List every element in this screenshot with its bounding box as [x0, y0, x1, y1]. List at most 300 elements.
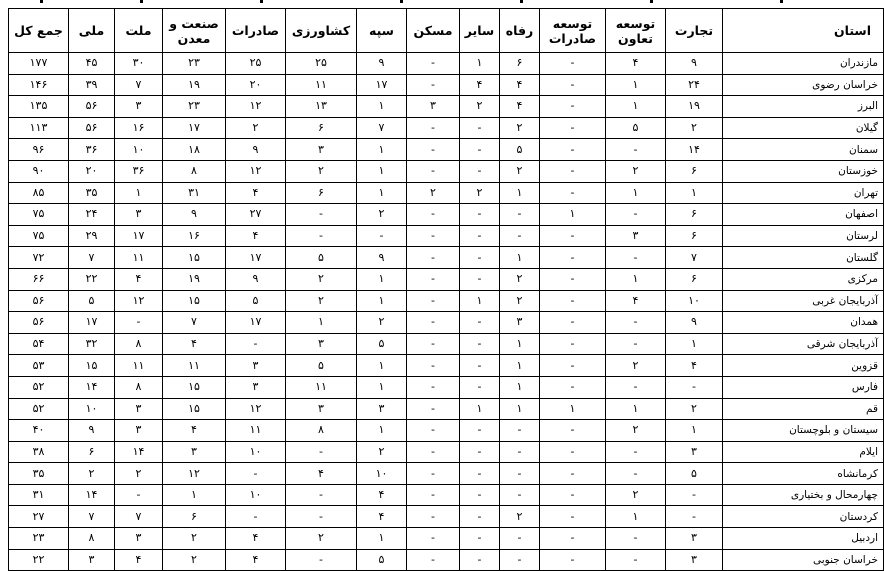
cell-keshavarzi: ۲ — [286, 528, 357, 550]
cell-tosee-taavon: ۲ — [606, 355, 666, 377]
cell-sayer: - — [460, 420, 500, 442]
header-tejarat: تجارت — [666, 9, 723, 53]
cell-mellat: ۸ — [115, 376, 163, 398]
cell-tosee-taavon: - — [606, 312, 666, 334]
cell-maskan: - — [407, 117, 460, 139]
cell-melli: ۳۹ — [69, 74, 115, 96]
cell-tosee-saderat: - — [540, 549, 606, 571]
cell-total: ۱۱۳ — [9, 117, 69, 139]
cell-maskan: ۲ — [407, 182, 460, 204]
cell-tejarat: ۱۰ — [666, 290, 723, 312]
cell-sayer: ۱ — [460, 398, 500, 420]
province-cell: لرستان — [723, 225, 884, 247]
province-cell: گلستان — [723, 247, 884, 269]
province-cell: همدان — [723, 312, 884, 334]
cell-refah: ۵ — [500, 139, 540, 161]
province-cell: کرمانشاه — [723, 463, 884, 485]
cell-maskan: - — [407, 549, 460, 571]
cell-tosee-taavon: - — [606, 139, 666, 161]
cell-tosee-taavon: - — [606, 204, 666, 226]
cell-sanat-madan: ۲ — [163, 528, 226, 550]
table-row — [9, 74, 884, 96]
cell-sepah: ۷ — [357, 117, 407, 139]
cell-total: ۹۶ — [9, 139, 69, 161]
table-row — [9, 355, 884, 377]
cell-sanat-madan: ۳ — [163, 441, 226, 463]
cell-melli: ۷ — [69, 506, 115, 528]
cell-sepah: ۵ — [357, 549, 407, 571]
cell-melli: ۲ — [69, 463, 115, 485]
cell-sayer: - — [460, 441, 500, 463]
cell-sanat-madan: ۲۳ — [163, 53, 226, 75]
header-tosee-taavon: توسعه تعاون — [606, 9, 666, 53]
cell-maskan: ۳ — [407, 96, 460, 118]
cell-keshavarzi: - — [286, 484, 357, 506]
cell-tejarat: ۲ — [666, 117, 723, 139]
cell-keshavarzi: ۵ — [286, 355, 357, 377]
cell-total: ۸۵ — [9, 182, 69, 204]
cell-mellat: ۳ — [115, 398, 163, 420]
cell-mellat: ۷ — [115, 506, 163, 528]
cell-maskan: - — [407, 355, 460, 377]
cell-sepah: ۱ — [357, 268, 407, 290]
cell-melli: ۱۴ — [69, 376, 115, 398]
cell-total: ۱۴۶ — [9, 74, 69, 96]
cell-total: ۷۲ — [9, 247, 69, 269]
cell-saderat: - — [226, 506, 286, 528]
table-row — [9, 247, 884, 269]
cell-refah: ۲ — [500, 160, 540, 182]
cell-keshavarzi: - — [286, 225, 357, 247]
cell-sepah: ۱ — [357, 160, 407, 182]
cell-sayer: - — [460, 312, 500, 334]
cell-maskan: - — [407, 225, 460, 247]
province-cell: مرکزی — [723, 268, 884, 290]
cell-mellat: ۸ — [115, 333, 163, 355]
cell-tejarat: ۴ — [666, 355, 723, 377]
cell-maskan: - — [407, 441, 460, 463]
cell-melli: ۳ — [69, 549, 115, 571]
table-row — [9, 463, 884, 485]
cell-sanat-madan: ۶ — [163, 506, 226, 528]
header-tosee-saderat: توسعه صادرات — [540, 9, 606, 53]
cell-melli: ۲۴ — [69, 204, 115, 226]
cell-sepah: ۴ — [357, 484, 407, 506]
cell-sepah: ۵ — [357, 333, 407, 355]
province-cell: سمنان — [723, 139, 884, 161]
table-row — [9, 290, 884, 312]
cell-total: ۳۵ — [9, 463, 69, 485]
cell-tosee-saderat: - — [540, 528, 606, 550]
cell-maskan: - — [407, 268, 460, 290]
cell-saderat: ۱۱ — [226, 420, 286, 442]
cell-maskan: - — [407, 160, 460, 182]
cell-melli: ۳۶ — [69, 139, 115, 161]
cell-sepah: ۱۷ — [357, 74, 407, 96]
cell-sayer: ۴ — [460, 74, 500, 96]
cell-refah: ۱ — [500, 182, 540, 204]
cell-refah: ۲ — [500, 506, 540, 528]
cell-melli: ۳۵ — [69, 182, 115, 204]
cropped-text-fragment — [0, 0, 861, 6]
cell-tejarat: - — [666, 506, 723, 528]
cell-keshavarzi: ۵ — [286, 247, 357, 269]
cell-mellat: ۱۲ — [115, 290, 163, 312]
cell-tosee-saderat: - — [540, 463, 606, 485]
cell-saderat: ۱۰ — [226, 441, 286, 463]
cell-tejarat: ۹ — [666, 53, 723, 75]
cell-tejarat: ۲ — [666, 398, 723, 420]
cell-mellat: - — [115, 312, 163, 334]
cell-tejarat: ۳ — [666, 441, 723, 463]
cell-saderat: ۲ — [226, 117, 286, 139]
cell-sayer: - — [460, 247, 500, 269]
province-cell: خوزستان — [723, 160, 884, 182]
cell-refah: ۴ — [500, 74, 540, 96]
cell-melli: ۲۹ — [69, 225, 115, 247]
table-row — [9, 376, 884, 398]
province-cell: فارس — [723, 376, 884, 398]
cell-keshavarzi: ۴ — [286, 463, 357, 485]
cell-total: ۲۲ — [9, 549, 69, 571]
table-row — [9, 268, 884, 290]
province-cell: سیستان و بلوچستان — [723, 420, 884, 442]
cell-tosee-saderat: - — [540, 420, 606, 442]
cell-tosee-saderat: - — [540, 355, 606, 377]
cell-tosee-saderat: - — [540, 376, 606, 398]
cell-tosee-saderat: - — [540, 117, 606, 139]
cell-refah: ۲ — [500, 290, 540, 312]
cell-sepah: ۹ — [357, 247, 407, 269]
cell-total: ۲۳ — [9, 528, 69, 550]
cell-mellat: ۳ — [115, 96, 163, 118]
cell-saderat: ۴ — [226, 528, 286, 550]
cell-tosee-saderat: - — [540, 484, 606, 506]
cell-tejarat: ۱ — [666, 420, 723, 442]
cell-tosee-taavon: - — [606, 333, 666, 355]
cell-keshavarzi: ۱۳ — [286, 96, 357, 118]
cell-sanat-madan: ۱۵ — [163, 376, 226, 398]
cell-keshavarzi: ۳ — [286, 333, 357, 355]
cell-saderat: ۳ — [226, 355, 286, 377]
cell-sepah: ۱ — [357, 355, 407, 377]
cell-total: ۹۰ — [9, 160, 69, 182]
cell-sepah: - — [357, 225, 407, 247]
province-cell: کردستان — [723, 506, 884, 528]
cell-maskan: - — [407, 312, 460, 334]
cell-maskan: - — [407, 74, 460, 96]
cell-tosee-saderat: - — [540, 139, 606, 161]
cell-tosee-taavon: ۴ — [606, 53, 666, 75]
cell-refah: ۶ — [500, 53, 540, 75]
table-row — [9, 484, 884, 506]
header-province: استان — [723, 9, 884, 53]
province-cell: اصفهان — [723, 204, 884, 226]
province-cell: اردبیل — [723, 528, 884, 550]
cell-sanat-madan: ۴ — [163, 420, 226, 442]
cell-sanat-madan: ۱ — [163, 484, 226, 506]
cell-saderat: ۹ — [226, 268, 286, 290]
cell-total: ۱۷۷ — [9, 53, 69, 75]
province-cell: البرز — [723, 96, 884, 118]
cell-keshavarzi: ۳ — [286, 139, 357, 161]
table-row — [9, 53, 884, 75]
cell-tosee-taavon: ۳ — [606, 225, 666, 247]
table-row — [9, 204, 884, 226]
cell-tejarat: ۶ — [666, 225, 723, 247]
cell-saderat: - — [226, 463, 286, 485]
cell-refah: ۱ — [500, 376, 540, 398]
cell-melli: ۱۴ — [69, 484, 115, 506]
cell-keshavarzi: - — [286, 204, 357, 226]
cell-keshavarzi: - — [286, 441, 357, 463]
cell-total: ۵۴ — [9, 333, 69, 355]
cell-tejarat: - — [666, 376, 723, 398]
cell-sanat-madan: ۱۲ — [163, 463, 226, 485]
cell-mellat: ۱۴ — [115, 441, 163, 463]
province-cell: تهران — [723, 182, 884, 204]
cell-sanat-madan: ۲۳ — [163, 96, 226, 118]
cell-tosee-taavon: ۱ — [606, 74, 666, 96]
cell-tosee-saderat: - — [540, 74, 606, 96]
cell-sepah: ۱ — [357, 376, 407, 398]
cell-tosee-taavon: ۴ — [606, 290, 666, 312]
cell-refah: - — [500, 549, 540, 571]
cell-maskan: - — [407, 247, 460, 269]
cell-tejarat: ۳ — [666, 549, 723, 571]
cell-refah: ۱ — [500, 398, 540, 420]
cell-sanat-madan: ۱۵ — [163, 398, 226, 420]
cell-maskan: - — [407, 333, 460, 355]
cell-melli: ۶ — [69, 441, 115, 463]
cell-total: ۶۶ — [9, 268, 69, 290]
table-row — [9, 420, 884, 442]
cell-saderat: ۱۷ — [226, 247, 286, 269]
cell-maskan: - — [407, 420, 460, 442]
cell-mellat: ۴ — [115, 549, 163, 571]
cell-keshavarzi: ۲۵ — [286, 53, 357, 75]
cell-saderat: ۲۷ — [226, 204, 286, 226]
cell-sepah: ۲ — [357, 204, 407, 226]
table-row — [9, 225, 884, 247]
cell-mellat: ۳۰ — [115, 53, 163, 75]
cell-mellat: ۱۱ — [115, 247, 163, 269]
cell-tejarat: ۳ — [666, 528, 723, 550]
cell-tosee-saderat: - — [540, 290, 606, 312]
cell-melli: ۴۵ — [69, 53, 115, 75]
cell-tosee-saderat: - — [540, 247, 606, 269]
cell-mellat: ۷ — [115, 74, 163, 96]
cell-melli: ۸ — [69, 528, 115, 550]
cell-sanat-madan: ۴ — [163, 333, 226, 355]
cell-mellat: ۱۷ — [115, 225, 163, 247]
cell-tosee-taavon: ۱ — [606, 96, 666, 118]
header-sanat-madan: صنعت و معدن — [163, 9, 226, 53]
cell-refah: - — [500, 484, 540, 506]
cell-melli: ۲۲ — [69, 268, 115, 290]
cell-sanat-madan: ۳۱ — [163, 182, 226, 204]
cell-saderat: - — [226, 333, 286, 355]
cell-sepah: ۱ — [357, 96, 407, 118]
cell-keshavarzi: - — [286, 549, 357, 571]
cell-sepah: ۹ — [357, 53, 407, 75]
cell-saderat: ۴ — [226, 182, 286, 204]
cell-sayer: - — [460, 139, 500, 161]
cell-tosee-taavon: - — [606, 441, 666, 463]
cell-sanat-madan: ۱۹ — [163, 74, 226, 96]
cell-sayer: - — [460, 117, 500, 139]
cell-refah: - — [500, 441, 540, 463]
header-row — [9, 9, 884, 53]
cell-melli: ۵۶ — [69, 117, 115, 139]
cell-total: ۷۵ — [9, 204, 69, 226]
cell-saderat: ۲۵ — [226, 53, 286, 75]
cell-tosee-saderat: - — [540, 96, 606, 118]
header-melli: ملی — [69, 9, 115, 53]
header-sepah: سپه — [357, 9, 407, 53]
cell-tosee-saderat: - — [540, 506, 606, 528]
cell-tosee-saderat: ۱ — [540, 398, 606, 420]
cell-sanat-madan: ۲ — [163, 549, 226, 571]
cell-sayer: - — [460, 506, 500, 528]
cell-maskan: - — [407, 139, 460, 161]
province-cell: خراسان جنوبی — [723, 549, 884, 571]
cell-mellat: ۳ — [115, 528, 163, 550]
cell-saderat: ۴ — [226, 549, 286, 571]
cell-refah: ۱ — [500, 355, 540, 377]
cell-mellat: ۳ — [115, 204, 163, 226]
table-row — [9, 96, 884, 118]
cell-sayer: ۲ — [460, 182, 500, 204]
cell-tosee-taavon: ۲ — [606, 484, 666, 506]
cell-tejarat: ۹ — [666, 312, 723, 334]
cell-melli: ۱۵ — [69, 355, 115, 377]
cell-saderat: ۹ — [226, 139, 286, 161]
cell-tosee-taavon: ۱ — [606, 398, 666, 420]
cell-maskan: - — [407, 53, 460, 75]
cell-maskan: - — [407, 398, 460, 420]
cell-tejarat: ۱۹ — [666, 96, 723, 118]
table-row — [9, 506, 884, 528]
cell-tejarat: ۶ — [666, 160, 723, 182]
cell-keshavarzi: - — [286, 506, 357, 528]
cell-tosee-saderat: - — [540, 441, 606, 463]
cell-mellat: ۱۱ — [115, 355, 163, 377]
cell-tejarat: ۵ — [666, 463, 723, 485]
cell-sanat-madan: ۷ — [163, 312, 226, 334]
cell-sepah: ۴ — [357, 506, 407, 528]
cell-refah: - — [500, 528, 540, 550]
cell-tejarat: - — [666, 484, 723, 506]
cell-tejarat: ۱ — [666, 182, 723, 204]
cell-refah: - — [500, 463, 540, 485]
cell-sepah: ۱ — [357, 528, 407, 550]
cell-sayer: - — [460, 484, 500, 506]
cell-keshavarzi: ۲ — [286, 290, 357, 312]
province-cell: قزوین — [723, 355, 884, 377]
cell-keshavarzi: ۲ — [286, 268, 357, 290]
cell-melli: ۵۶ — [69, 96, 115, 118]
cell-keshavarzi: ۶ — [286, 117, 357, 139]
cell-mellat: ۱ — [115, 182, 163, 204]
cell-total: ۳۸ — [9, 441, 69, 463]
header-maskan: مسکن — [407, 9, 460, 53]
cell-melli: ۱۷ — [69, 312, 115, 334]
cell-refah: ۱ — [500, 247, 540, 269]
cell-sayer: - — [460, 376, 500, 398]
cell-sepah: ۱ — [357, 182, 407, 204]
cell-sanat-madan: ۹ — [163, 204, 226, 226]
cell-mellat: ۴ — [115, 268, 163, 290]
cell-keshavarzi: ۱۱ — [286, 376, 357, 398]
cell-mellat: ۱۶ — [115, 117, 163, 139]
cell-refah: ۱ — [500, 333, 540, 355]
table-row — [9, 312, 884, 334]
cell-sayer: - — [460, 225, 500, 247]
cell-mellat: ۲ — [115, 463, 163, 485]
cell-tosee-saderat: ۱ — [540, 204, 606, 226]
header-saderat: صادرات — [226, 9, 286, 53]
cell-total: ۵۶ — [9, 290, 69, 312]
cell-sayer: ۲ — [460, 96, 500, 118]
cell-tosee-taavon: - — [606, 528, 666, 550]
cell-tosee-taavon: - — [606, 463, 666, 485]
table-row — [9, 441, 884, 463]
cell-keshavarzi: ۳ — [286, 398, 357, 420]
cell-mellat: ۳ — [115, 420, 163, 442]
cell-sayer: ۱ — [460, 53, 500, 75]
cell-total: ۲۷ — [9, 506, 69, 528]
cell-saderat: ۴ — [226, 225, 286, 247]
header-mellat: ملت — [115, 9, 163, 53]
cell-sanat-madan: ۱۱ — [163, 355, 226, 377]
cell-tosee-taavon: - — [606, 549, 666, 571]
cell-refah: - — [500, 204, 540, 226]
cell-total: ۱۳۵ — [9, 96, 69, 118]
cell-refah: ۲ — [500, 117, 540, 139]
cell-sayer: - — [460, 463, 500, 485]
cell-melli: ۵ — [69, 290, 115, 312]
province-cell: گیلان — [723, 117, 884, 139]
cell-melli: ۲۰ — [69, 160, 115, 182]
cell-mellat: - — [115, 484, 163, 506]
cell-sayer: - — [460, 204, 500, 226]
cell-total: ۵۶ — [9, 312, 69, 334]
cell-tosee-saderat: - — [540, 333, 606, 355]
cell-tosee-taavon: ۱ — [606, 506, 666, 528]
cell-sayer: - — [460, 528, 500, 550]
cell-saderat: ۲۰ — [226, 74, 286, 96]
cell-sanat-madan: ۱۸ — [163, 139, 226, 161]
cell-sepah: ۱۰ — [357, 463, 407, 485]
cell-refah: ۳ — [500, 312, 540, 334]
cell-tosee-saderat: - — [540, 53, 606, 75]
cell-sepah: ۱ — [357, 139, 407, 161]
province-bank-table — [8, 8, 884, 571]
cell-tosee-saderat: - — [540, 160, 606, 182]
table-row — [9, 182, 884, 204]
cell-melli: ۳۲ — [69, 333, 115, 355]
cell-saderat: ۱۲ — [226, 96, 286, 118]
cell-tosee-saderat: - — [540, 312, 606, 334]
cell-tosee-taavon: - — [606, 376, 666, 398]
province-cell: مازندران — [723, 53, 884, 75]
cell-keshavarzi: ۱۱ — [286, 74, 357, 96]
cell-tosee-taavon: ۱ — [606, 182, 666, 204]
cell-total: ۵۲ — [9, 376, 69, 398]
cell-refah: ۲ — [500, 268, 540, 290]
cell-total: ۵۳ — [9, 355, 69, 377]
